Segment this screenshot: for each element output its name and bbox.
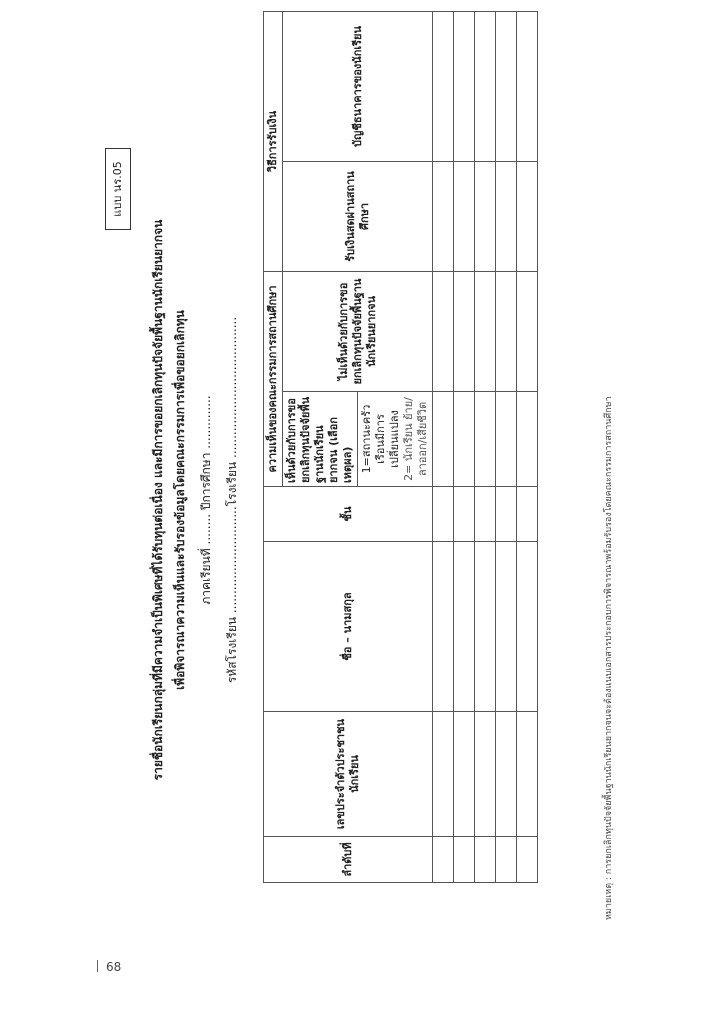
table-row bbox=[433, 11, 454, 882]
table-row bbox=[496, 11, 517, 882]
cell-disagree bbox=[496, 271, 517, 391]
cell-disagree bbox=[517, 271, 538, 391]
cell-via-school bbox=[454, 161, 475, 271]
cell-no bbox=[517, 837, 538, 883]
header-no: ลำดับที่ bbox=[264, 837, 433, 883]
cell-to-account bbox=[517, 11, 538, 161]
cell-name bbox=[475, 542, 496, 712]
form-code-box: แบบ นร.05 bbox=[105, 148, 131, 230]
cell-agree bbox=[475, 392, 496, 487]
cell-citizen-id bbox=[517, 712, 538, 837]
header-payment-method: วิธีการรับเงิน bbox=[264, 11, 283, 271]
header-grade: ชั้น bbox=[264, 487, 433, 542]
cell-name bbox=[433, 542, 454, 712]
cell-citizen-id bbox=[433, 712, 454, 837]
header-citizen-id: เลขประจำตัวประชาชนนักเรียน bbox=[264, 712, 433, 837]
footer-note: หมายเหตุ : การยกเลิกทุนปัจจัยพื้นฐานนักเรียนยากจนจะต้องแนบเอกสารประกอบการพิจารณาพร้อมรับรองโดยคณะกรรมการสถานศึกษา bbox=[604, 396, 614, 920]
header-committee-opinion: ความเห็นของคณะกรรมการสถานศึกษา bbox=[264, 271, 283, 486]
cell-no bbox=[454, 837, 475, 883]
cell-name bbox=[454, 542, 475, 712]
cell-no bbox=[496, 837, 517, 883]
cell-grade bbox=[433, 487, 454, 542]
header-disagree: ไม่เห็นด้วยกับการขอยกเลิกทุนปัจจัยพื้นฐานนักเรียนยากจน bbox=[283, 271, 433, 391]
page-number bbox=[97, 960, 121, 974]
cancellation-table bbox=[263, 11, 538, 883]
cell-agree bbox=[496, 392, 517, 487]
cell-grade bbox=[517, 487, 538, 542]
cell-agree bbox=[454, 392, 475, 487]
cell-via-school bbox=[496, 161, 517, 271]
cell-grade bbox=[496, 487, 517, 542]
cell-agree bbox=[433, 392, 454, 487]
cell-no bbox=[475, 837, 496, 883]
header-via-school: รับเงินสดผ่านสถานศึกษา bbox=[283, 161, 433, 271]
school-line: รหัสโรงเรียน ............................โรงเรียน ..................................... bbox=[225, 316, 239, 684]
cell-citizen-id bbox=[454, 712, 475, 837]
header-name: ชื่อ – นามสกุล bbox=[264, 542, 433, 712]
reason-1: 1=สถานะครัวเรือนมีการเปลี่ยนแปลง bbox=[360, 404, 401, 474]
header-reasons bbox=[358, 392, 433, 487]
page-number-text: 68 bbox=[106, 960, 122, 974]
cell-citizen-id bbox=[475, 712, 496, 837]
cell-citizen-id bbox=[496, 712, 517, 837]
form-title: รายชื่อนักเรียนกลุ่มที่มีความจำเป็นพิเศษที่ได้รับทุนต่อเนื่อง และมีการขอยกเลิกทุนปัจจัยพื้นฐานนักเรียนยากจน bbox=[151, 219, 165, 781]
cell-grade bbox=[454, 487, 475, 542]
semester-line: ภาคเรียนที่ ........ ปีการศึกษา .............. bbox=[199, 395, 213, 605]
cell-disagree bbox=[454, 271, 475, 391]
form-subtitle: เพื่อพิจารณาความเห็นและรับรองข้อมูลโดยคณะกรรมการเพื่อขอยกเลิกทุน bbox=[173, 310, 187, 690]
page-number-divider bbox=[97, 960, 98, 972]
cell-grade bbox=[475, 487, 496, 542]
cell-to-account bbox=[496, 11, 517, 161]
table-row bbox=[517, 11, 538, 882]
header-to-account: บัญชีธนาคารของนักเรียน bbox=[283, 11, 433, 161]
cell-agree bbox=[517, 392, 538, 487]
cell-to-account bbox=[475, 11, 496, 161]
cell-via-school bbox=[433, 161, 454, 271]
cell-via-school bbox=[475, 161, 496, 271]
table-row bbox=[454, 11, 475, 882]
cell-to-account bbox=[433, 11, 454, 161]
cell-disagree bbox=[475, 271, 496, 391]
header-agree: เห็นด้วยกับการขอยกเลิกทุนปัจจัยพื้นฐานนักเรียนยากจน (เลือกเหตุผล) bbox=[283, 392, 358, 487]
cell-name bbox=[517, 542, 538, 712]
cell-to-account bbox=[454, 11, 475, 161]
reason-2: 2= นักเรียน ย้าย/ลาออก/เสียชีวิต bbox=[402, 397, 429, 481]
table-row bbox=[475, 11, 496, 882]
cell-name bbox=[496, 542, 517, 712]
cell-via-school bbox=[517, 161, 538, 271]
cell-disagree bbox=[433, 271, 454, 391]
cell-no bbox=[433, 837, 454, 883]
rotated-form bbox=[85, 26, 645, 920]
